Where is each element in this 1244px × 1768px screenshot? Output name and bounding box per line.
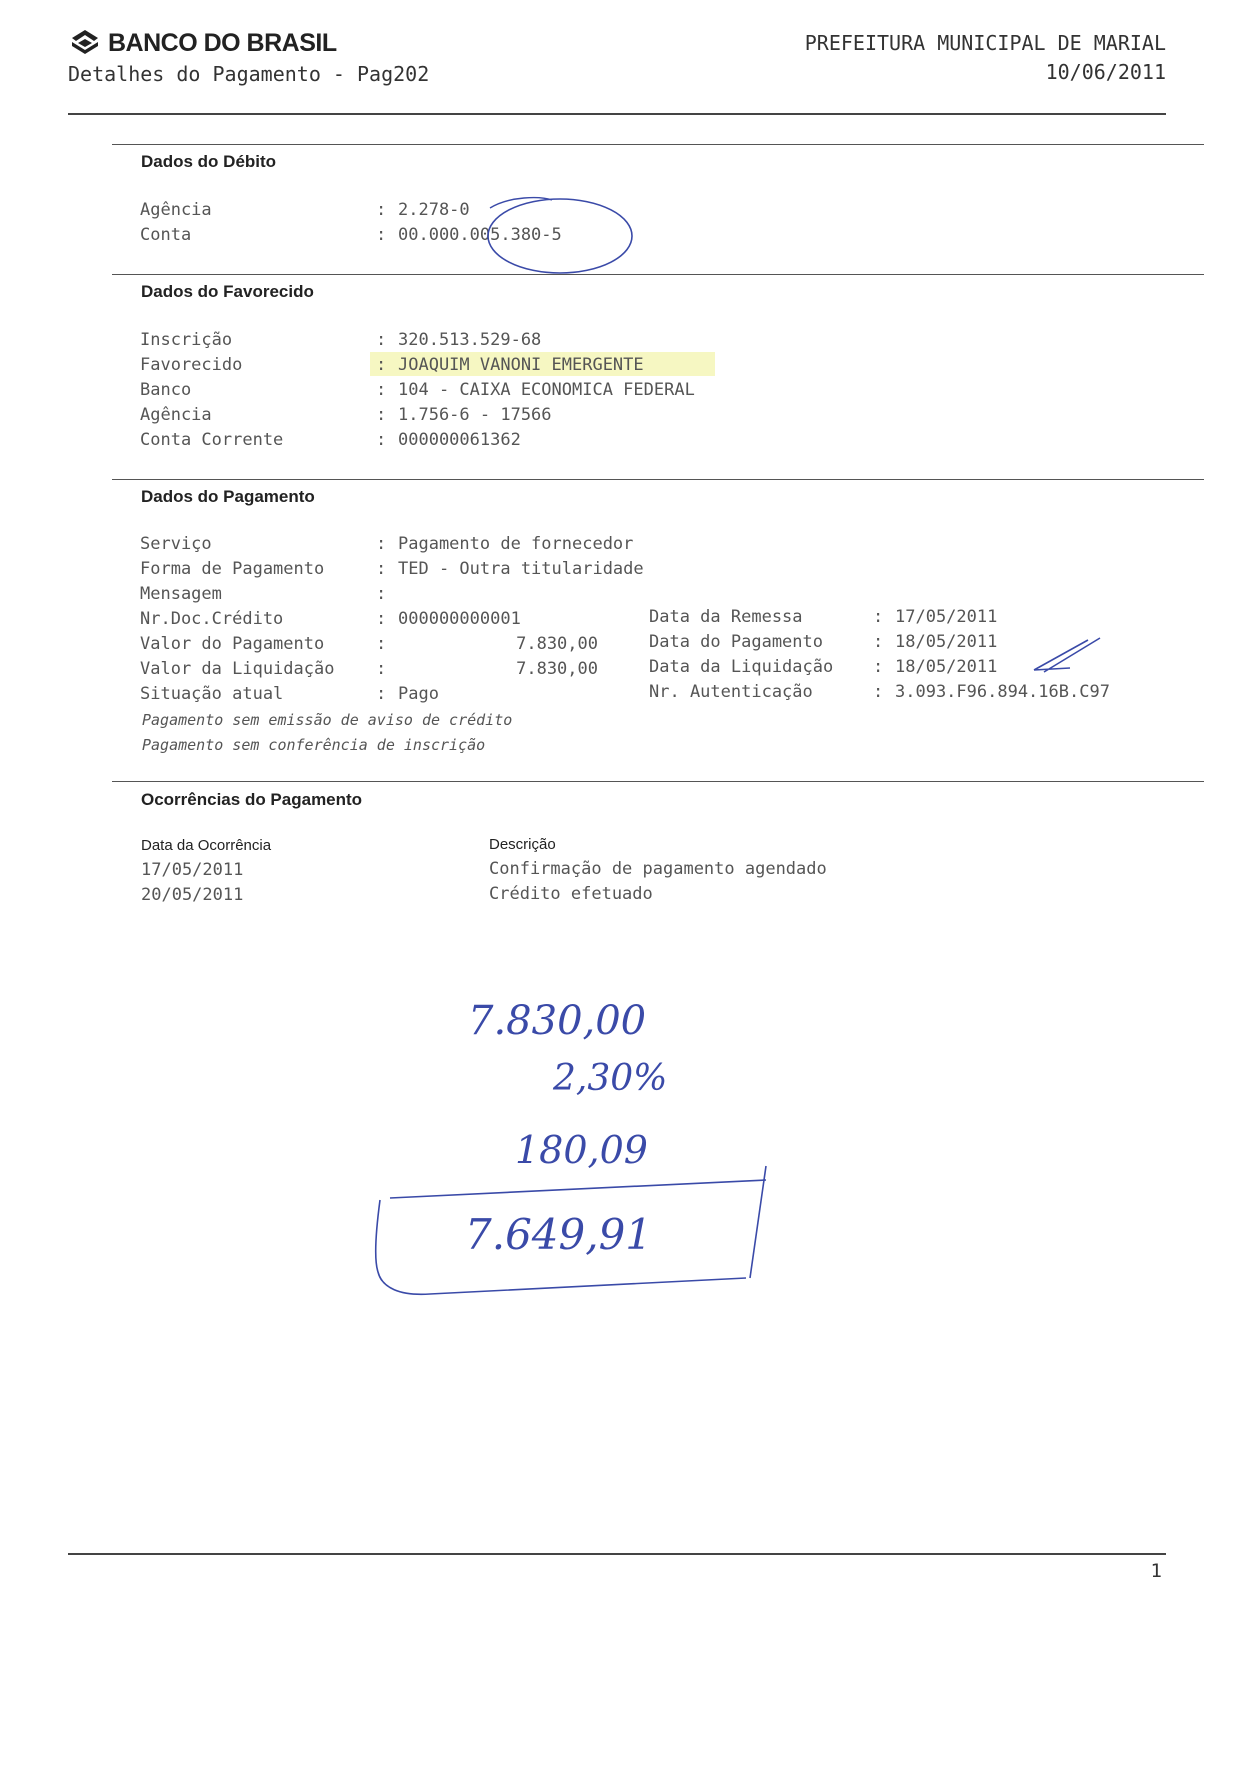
favorecido-row [140, 403, 552, 428]
payment-note: Pagamento sem emissão de aviso de crédito [142, 711, 513, 729]
field-label: Inscrição [140, 330, 233, 350]
colon: : [376, 584, 397, 604]
field-label: Data da Remessa [649, 607, 803, 627]
field-label: Data da Liquidação [649, 657, 834, 677]
field-value: 2.278-0 [398, 200, 470, 220]
occurrence-description: Crédito efetuado [489, 884, 653, 904]
column-header-description: Descrição [489, 836, 556, 853]
field-value: 7.830,00 [516, 659, 598, 679]
field-value: Pago [398, 684, 439, 704]
colon: : [376, 534, 397, 554]
colon: : [376, 380, 397, 400]
field-label: Data do Pagamento [649, 632, 823, 652]
favorecido-row [140, 328, 541, 353]
section-title-ocorrencias: Ocorrências do Pagamento [141, 790, 363, 809]
field-label: Favorecido [140, 355, 243, 375]
colon: : [873, 657, 894, 677]
colon: : [376, 634, 397, 654]
column-header-date: Data da Ocorrência [141, 837, 272, 854]
colon: : [376, 225, 397, 245]
pagamento-row [140, 582, 398, 607]
pagamento-row [140, 657, 598, 682]
section-title-favorecido: Dados do Favorecido [141, 282, 314, 301]
field-label: Nr. Autenticação [649, 682, 813, 702]
pagamento-row [140, 557, 644, 582]
field-label: Conta [140, 225, 192, 245]
colon: : [376, 659, 397, 679]
section-title-debito: Dados do Débito [141, 152, 277, 171]
handwritten-total: 7.649,91 [465, 1210, 653, 1259]
document-title: Detalhes do Pagamento - Pag202 [68, 62, 430, 86]
favorecido-row [140, 353, 644, 378]
entity-name: PREFEITURA MUNICIPAL DE MARIAL [804, 31, 1166, 55]
colon: : [873, 632, 894, 652]
footer-divider [68, 1553, 1166, 1555]
section-divider [112, 144, 1204, 145]
field-label: Nr.Doc.Crédito [140, 609, 284, 629]
field-value: 7.830,00 [516, 634, 598, 654]
field-label: Serviço [140, 534, 212, 554]
colon: : [376, 684, 397, 704]
pagamento-right-row [649, 655, 997, 680]
pagamento-right-row [649, 605, 997, 630]
colon: : [376, 559, 397, 579]
field-label: Agência [140, 200, 212, 220]
colon: : [873, 607, 894, 627]
bank-logo [68, 28, 337, 58]
handwritten-value: 7.830,00 [468, 998, 647, 1044]
favorecido-row [140, 428, 521, 453]
field-value: 18/05/2011 [895, 657, 998, 677]
field-label: Mensagem [140, 584, 222, 604]
handwritten-check-mark [1030, 632, 1105, 677]
field-value: 104 - CAIXA ECONOMICA FEDERAL [398, 380, 695, 400]
field-label: Situação atual [140, 684, 284, 704]
header-divider [68, 113, 1166, 115]
field-label: Valor da Liquidação [140, 659, 335, 679]
field-value: TED - Outra titularidade [398, 559, 644, 579]
section-divider [112, 479, 1204, 480]
field-value: 000000061362 [398, 430, 521, 450]
payment-note: Pagamento sem conferência de inscrição [142, 736, 486, 754]
field-value: 17/05/2011 [895, 607, 998, 627]
field-value: JOAQUIM VANONI EMERGENTE [398, 355, 644, 375]
section-title-pagamento: Dados do Pagamento [141, 487, 315, 506]
field-label: Valor do Pagamento [140, 634, 325, 654]
debito-row [140, 198, 470, 223]
field-value: Pagamento de fornecedor [398, 534, 634, 554]
section-divider [112, 274, 1204, 275]
colon: : [376, 355, 397, 375]
occurrence-description: Confirmação de pagamento agendado [489, 859, 827, 879]
occurrence-date: 20/05/2011 [141, 885, 244, 905]
colon: : [376, 200, 397, 220]
pagamento-row [140, 682, 439, 707]
field-value: 320.513.529-68 [398, 330, 542, 350]
field-value: 18/05/2011 [895, 632, 998, 652]
colon: : [376, 405, 397, 425]
field-label: Forma de Pagamento [140, 559, 325, 579]
colon: : [376, 609, 397, 629]
colon: : [376, 330, 397, 350]
section-divider [112, 781, 1204, 782]
field-value: 000000000001 [398, 609, 521, 629]
colon: : [873, 682, 894, 702]
pagamento-row [140, 607, 521, 632]
colon: : [376, 430, 397, 450]
handwritten-percent: 2,30% [553, 1058, 668, 1099]
pagamento-row [140, 532, 633, 557]
occurrence-date: 17/05/2011 [141, 860, 244, 880]
field-label: Banco [140, 380, 192, 400]
pagamento-right-row [649, 680, 1110, 705]
field-value: 3.093.F96.894.16B.C97 [895, 682, 1110, 702]
bank-logo-icon [68, 28, 102, 58]
handwritten-circle-mark [470, 190, 650, 280]
page-number: 1 [1150, 1560, 1162, 1582]
favorecido-row [140, 378, 695, 403]
field-label: Agência [140, 405, 212, 425]
header-date: 10/06/2011 [1045, 60, 1166, 84]
pagamento-right-row [649, 630, 997, 655]
handwritten-deduction: 180,09 [515, 1128, 648, 1172]
field-value: 1.756-6 - 17566 [398, 405, 552, 425]
pagamento-row [140, 632, 598, 657]
field-label: Conta Corrente [140, 430, 284, 450]
bank-name: BANCO DO BRASIL [108, 28, 337, 57]
field-value: 00.000.005.380-5 [398, 225, 562, 245]
